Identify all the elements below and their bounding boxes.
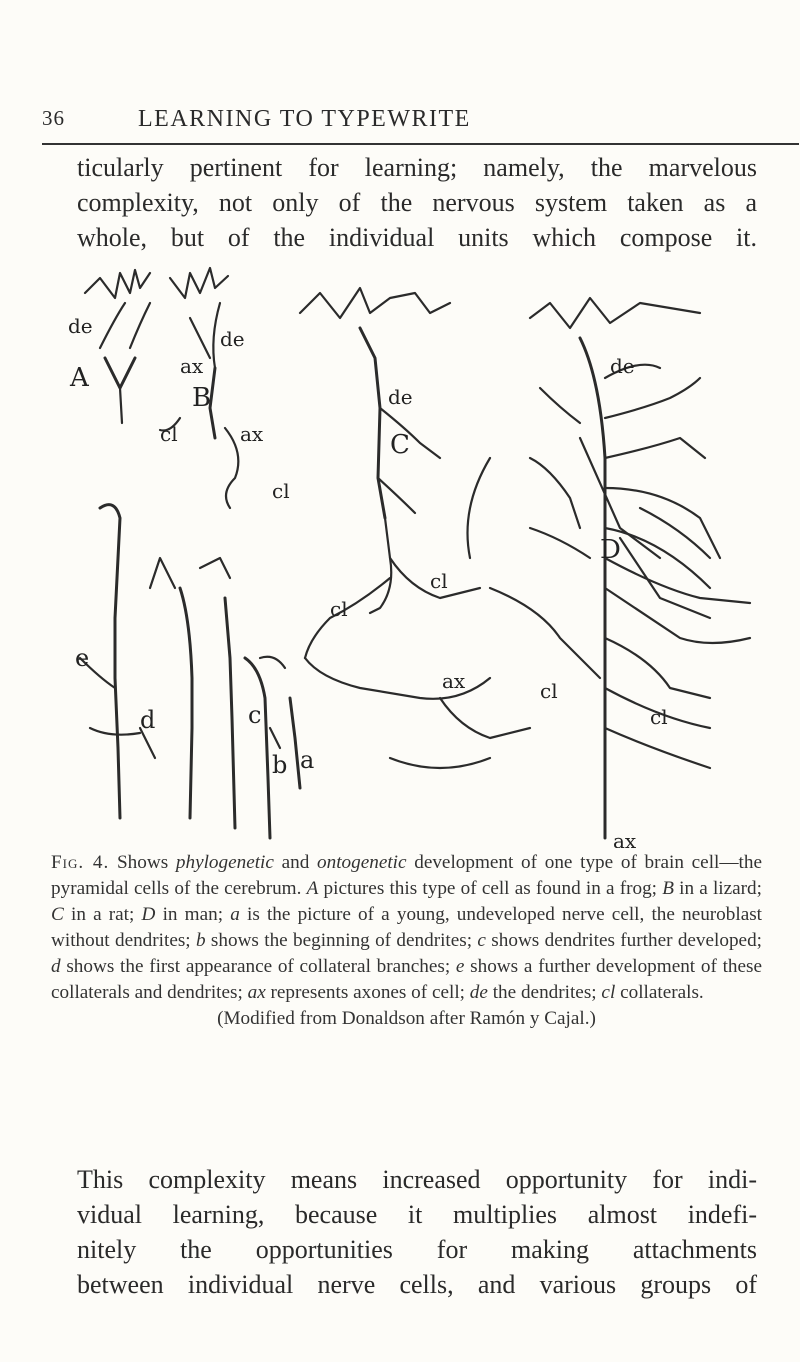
- caption-term: cl: [601, 982, 616, 1003]
- caption-text: shows the first appearance of collateral branches;: [60, 956, 456, 977]
- text-line: nitely the opportunities for making attachments: [77, 1235, 757, 1264]
- label-cl-c2: cl: [330, 597, 348, 621]
- caption-text: shows the beginning of dendrites;: [205, 930, 478, 951]
- caption-term: B: [662, 878, 674, 899]
- caption-source: (Modified from Donaldson after Ramón y Cajal.): [217, 1008, 596, 1029]
- label-de-a: de: [68, 314, 93, 338]
- label-ax-b: ax: [240, 422, 264, 446]
- caption-term: ax: [247, 982, 266, 1003]
- label-b: b: [272, 751, 288, 779]
- caption-text: in a lizard;: [673, 878, 762, 899]
- caption-term: d: [51, 956, 61, 977]
- label-cl-c1: cl: [430, 569, 448, 593]
- caption-text: in man;: [155, 904, 231, 925]
- caption-text: pictures this type of cell as found in a frog;: [318, 878, 663, 899]
- label-cl-d2: cl: [650, 705, 668, 729]
- figure-number: Fig. 4.: [51, 852, 110, 873]
- closing-paragraph: [77, 1162, 757, 1302]
- text-line: This complexity means increased opportunity for indi-: [77, 1165, 757, 1194]
- caption-term: D: [141, 904, 156, 925]
- caption-term: a: [230, 904, 240, 925]
- label-de-d: de: [610, 354, 635, 378]
- caption-term: phylogenetic: [175, 852, 274, 873]
- caption-term: A: [306, 878, 319, 899]
- cell-c-rat: [300, 288, 530, 768]
- label-ax-d: ax: [613, 829, 637, 848]
- caption-text: collaterals.: [615, 982, 704, 1003]
- text-line: vidual learning, because it multiplies almost indefi-: [77, 1200, 757, 1229]
- page-number: 36: [42, 106, 65, 130]
- label-e: e: [75, 644, 90, 672]
- caption-text: is the picture of a young, undeveloped nerve cell, the neuroblast without dendrites;: [51, 904, 763, 951]
- figure-caption: [51, 850, 762, 1032]
- text-line: between individual nerve cells, and various groups of: [77, 1270, 757, 1299]
- caption-text: shows dendrites further developed;: [485, 930, 763, 951]
- running-title: LEARNING TO TYPEWRITE: [138, 106, 471, 132]
- label-de-b: de: [220, 327, 245, 351]
- cell-d-man: [490, 298, 750, 838]
- figure-illustration: [60, 258, 770, 848]
- caption-term: C: [51, 904, 64, 925]
- caption-text: and: [273, 852, 318, 873]
- caption-term: e: [455, 956, 465, 977]
- caption-text: Shows: [109, 852, 176, 873]
- text-line: complexity, not only of the nervous system taken as a: [77, 188, 757, 217]
- label-cl-b: cl: [160, 422, 178, 446]
- label-D: D: [600, 535, 621, 565]
- label-B: B: [192, 383, 212, 413]
- caption-term: c: [477, 930, 486, 951]
- text-line: ticularly pertinent for learning; namely, the marvelous: [77, 153, 757, 182]
- caption-term: ontogenetic: [317, 852, 407, 873]
- label-cl-b2: cl: [272, 479, 290, 503]
- caption-text: the dendrites;: [487, 982, 602, 1003]
- label-d: d: [140, 706, 156, 734]
- text-line: whole, but of the individual units which compose it.: [77, 223, 757, 252]
- label-ax-c: ax: [442, 669, 466, 693]
- running-head: [42, 86, 757, 132]
- cell-a-frog: [85, 270, 150, 423]
- label-cl-d1: cl: [540, 679, 558, 703]
- caption-term: b: [195, 930, 206, 951]
- label-c: c: [248, 701, 262, 729]
- label-A: A: [70, 363, 89, 393]
- caption-term: de: [469, 982, 488, 1003]
- caption-text: shows a further development of these collaterals and dendrites;: [51, 956, 762, 1003]
- intro-paragraph: [77, 150, 757, 255]
- label-de-c: de: [388, 385, 413, 409]
- label-a: a: [300, 746, 315, 774]
- caption-text: development of one type of brain cell—the pyramidal cells of the cerebrum.: [51, 852, 762, 899]
- figure-labels: [68, 314, 668, 848]
- caption-text: represents axones of cell;: [265, 982, 470, 1003]
- caption-text: in a rat;: [63, 904, 142, 925]
- cells-a-to-e: [80, 505, 300, 838]
- header-rule: [42, 143, 799, 145]
- label-ax-a: ax: [180, 354, 204, 378]
- label-C: C: [390, 430, 410, 460]
